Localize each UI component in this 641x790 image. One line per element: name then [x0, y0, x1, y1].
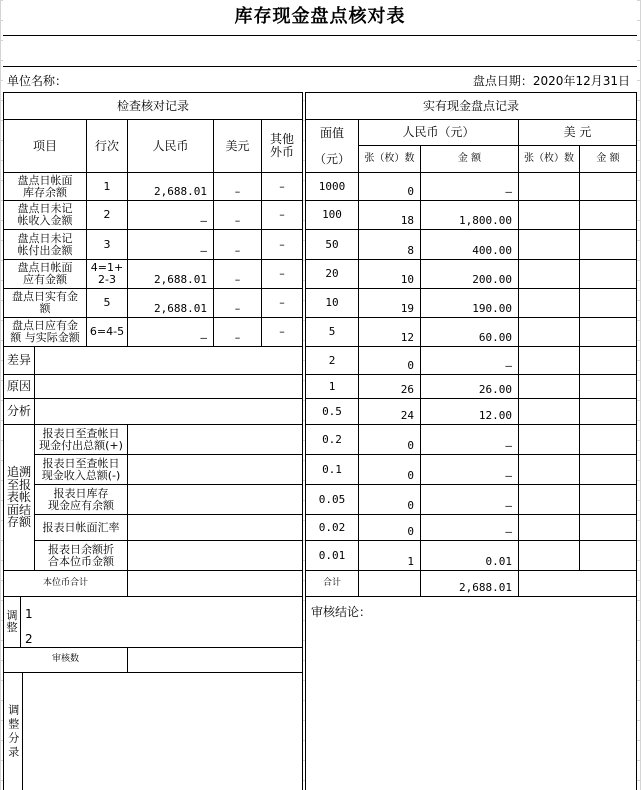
- trace-row-label-line: 现金收入总额(-): [41, 468, 121, 482]
- header-item: 项目: [3, 120, 87, 173]
- trace-row-label-line: 报表日帐面汇率: [42, 520, 120, 534]
- cash-count: 18: [359, 201, 421, 230]
- review-conclusion-area: [305, 597, 637, 790]
- check-row-other: –: [262, 260, 303, 289]
- header-other-line: 外币: [269, 145, 294, 159]
- trace-row-label-line: 报表日至查帐日: [42, 426, 120, 440]
- check-row-item: [3, 201, 87, 230]
- title-spacer: [3, 36, 637, 66]
- check-row-item-line: 盘点日应有金: [12, 319, 78, 333]
- cash-usd-count: [519, 375, 580, 399]
- trace-row-label-line: 报表日余额折: [48, 542, 114, 556]
- trace-label-line: 存额: [6, 515, 31, 530]
- total-amount: 2,688.01: [421, 571, 519, 597]
- cash-usd-count: [519, 541, 580, 571]
- cash-count: 19: [359, 289, 421, 318]
- check-row-number-line: 3: [103, 237, 111, 251]
- cash-denomination: 0.05: [305, 485, 359, 515]
- diff-label: 分析: [3, 399, 35, 425]
- cash-denomination: 0.1: [305, 455, 359, 485]
- check-row-item-line: 帐付出金额: [17, 243, 73, 257]
- check-row-usd: –: [214, 230, 262, 260]
- adjust-label-line: 整: [6, 621, 18, 634]
- check-row-item-line: 盘点日帐面: [17, 173, 73, 187]
- cash-amount: –: [421, 425, 519, 455]
- check-row-item-line: 帐收入金额: [17, 214, 73, 227]
- cash-denomination: 50: [305, 230, 359, 260]
- cash-usd-amount: [580, 515, 637, 541]
- header-usd: 美元: [214, 120, 262, 173]
- base-total-value: [128, 571, 303, 597]
- cash-amount: 26.00: [421, 375, 519, 399]
- trace-label-line: 表帐: [6, 490, 31, 505]
- cash-denomination: 0.02: [305, 515, 359, 541]
- check-row-item-line: 应有金额: [23, 273, 67, 286]
- cash-usd-count: [519, 260, 580, 289]
- cash-usd-count: [519, 399, 580, 425]
- cash-usd-amount: [580, 455, 637, 485]
- cash-denomination: 0.01: [305, 541, 359, 571]
- check-row-number: [87, 289, 128, 318]
- header-rmb-group: 人民币（元）: [359, 120, 519, 146]
- cash-count: 24: [359, 399, 421, 425]
- check-row-number: [87, 318, 128, 347]
- adjust-entry-label: 调整分录: [3, 673, 23, 790]
- cash-count: 0: [359, 425, 421, 455]
- adjust-row-1: 1: [21, 597, 303, 631]
- cash-usd-amount: [580, 173, 637, 201]
- header-usd-count: 张（枚）数: [519, 146, 580, 173]
- adjust-row-2: 2: [21, 631, 303, 648]
- check-row-other: –: [262, 201, 303, 230]
- header-denomination: 面值: [305, 120, 359, 146]
- cash-denomination: 100: [305, 201, 359, 230]
- adjust-entry-area: [23, 673, 303, 790]
- check-row-number-line: 2-3: [98, 273, 116, 286]
- header-count: 张（枚）数: [359, 146, 421, 173]
- cash-amount: –: [421, 455, 519, 485]
- trace-label-line: 追溯: [6, 465, 31, 480]
- cash-denomination: 5: [305, 318, 359, 347]
- trace-label-line: 至报: [6, 477, 31, 492]
- cash-usd-amount: [580, 375, 637, 399]
- trace-row-label: [35, 515, 128, 541]
- check-row-rmb: –: [128, 201, 214, 230]
- check-row-other: –: [262, 173, 303, 201]
- cash-usd-count: [519, 173, 580, 201]
- cash-amount: 400.00: [421, 230, 519, 260]
- adjust-label: [3, 597, 21, 648]
- trace-label-line: 面结: [6, 502, 31, 517]
- check-row-item: [3, 318, 87, 347]
- cash-usd-amount: [580, 347, 637, 375]
- diff-blank: [35, 375, 303, 399]
- check-row-number-line: 5: [103, 296, 111, 310]
- page-title: 库存现金盘点核对表: [3, 0, 637, 36]
- check-row-rmb: 2,688.01: [128, 260, 214, 289]
- cash-amount: –: [421, 515, 519, 541]
- cash-count: 8: [359, 230, 421, 260]
- cash-count: 1: [359, 541, 421, 571]
- total-count: [359, 571, 421, 597]
- cash-denomination: 10: [305, 289, 359, 318]
- cash-amount: –: [421, 485, 519, 515]
- cash-amount: 60.00: [421, 318, 519, 347]
- check-row-number: [87, 173, 128, 201]
- cash-usd-amount: [580, 260, 637, 289]
- cash-denomination: 2: [305, 347, 359, 375]
- cash-usd-amount: [580, 318, 637, 347]
- header-usd-group: 美 元: [519, 120, 637, 146]
- trace-row-label-line: 报表日库存: [53, 486, 109, 500]
- check-row-usd: –: [214, 173, 262, 201]
- cash-usd-count: [519, 289, 580, 318]
- review-count-label: 审核数: [3, 648, 128, 673]
- cash-usd-count: [519, 230, 580, 260]
- check-row-item: [3, 173, 87, 201]
- cash-denomination: 0.5: [305, 399, 359, 425]
- diff-blank: [35, 347, 303, 375]
- cash-count: 0: [359, 347, 421, 375]
- check-row-number: [87, 260, 128, 289]
- cash-denomination: 1000: [305, 173, 359, 201]
- trace-row-value: [128, 455, 303, 485]
- check-row-usd: –: [214, 260, 262, 289]
- check-row-item: [3, 260, 87, 289]
- right-section-title: 实有现金盘点记录: [305, 92, 637, 120]
- cash-denomination: 20: [305, 260, 359, 289]
- check-row-item-line: 盘点日未记: [17, 231, 73, 245]
- trace-row-label: [35, 485, 128, 515]
- trace-row-label-line: 报表日至查帐日: [42, 456, 120, 470]
- cash-count: 10: [359, 260, 421, 289]
- cash-usd-amount: [580, 485, 637, 515]
- diff-blank: [35, 399, 303, 425]
- cash-usd-count: [519, 455, 580, 485]
- trace-row-value: [128, 541, 303, 571]
- check-row-item-line: 盘点日实有金: [12, 290, 78, 304]
- cash-amount: 200.00: [421, 260, 519, 289]
- cash-usd-amount: [580, 230, 637, 260]
- check-row-number-line: 4=1+: [90, 261, 124, 275]
- trace-row-label: [35, 541, 128, 571]
- header-amount: 金 额: [421, 146, 519, 173]
- cash-usd-count: [519, 515, 580, 541]
- check-row-number-line: 1: [103, 179, 111, 193]
- cash-amount: 12.00: [421, 399, 519, 425]
- cash-amount: 0.01: [421, 541, 519, 571]
- check-row-number: [87, 230, 128, 260]
- cash-usd-amount: [580, 399, 637, 425]
- check-row-item-line: 盘点日未记: [17, 202, 73, 216]
- trace-row-label-line: 合本位币金额: [48, 554, 114, 568]
- total-usd: [519, 571, 637, 597]
- trace-row-value: [128, 425, 303, 455]
- trace-row-label: [35, 455, 128, 485]
- check-row-usd: –: [214, 318, 262, 347]
- header-usd-amount: 金 额: [580, 146, 637, 173]
- cash-count: 0: [359, 515, 421, 541]
- trace-row-label-line: 现金应有余额: [48, 498, 114, 512]
- check-row-item-line: 额: [39, 302, 51, 315]
- cash-usd-count: [519, 201, 580, 230]
- cash-usd-amount: [580, 289, 637, 318]
- cash-count: 0: [359, 485, 421, 515]
- check-row-rmb: 2,688.01: [128, 173, 214, 201]
- cash-count: 12: [359, 318, 421, 347]
- header-other-line: 其他: [269, 132, 294, 147]
- trace-row-value: [128, 515, 303, 541]
- diff-label: 原因: [3, 375, 35, 399]
- check-row-item: [3, 289, 87, 318]
- header-denomination-unit: （元）: [305, 146, 359, 173]
- check-row-rmb: 2,688.01: [128, 289, 214, 318]
- cash-usd-amount: [580, 541, 637, 571]
- check-row-other: –: [262, 318, 303, 347]
- cash-denomination: 1: [305, 375, 359, 399]
- check-row-item: [3, 230, 87, 260]
- review-count-value: [128, 648, 303, 673]
- cash-usd-count: [519, 485, 580, 515]
- review-conclusion-label: 审核结论：: [307, 603, 427, 621]
- left-section-title: 检查核对记录: [3, 92, 303, 120]
- cash-count: 26: [359, 375, 421, 399]
- cash-usd-amount: [580, 425, 637, 455]
- trace-row-value: [128, 485, 303, 515]
- check-row-item-line: 额 与实际金额: [10, 331, 80, 344]
- cash-count: 0: [359, 173, 421, 201]
- check-row-usd: –: [214, 289, 262, 318]
- unit-label: 单位名称：: [3, 72, 203, 90]
- header-other: [262, 120, 303, 173]
- cash-amount: –: [421, 173, 519, 201]
- base-total-label: 本位币合计: [3, 571, 128, 597]
- check-row-rmb: –: [128, 318, 214, 347]
- cash-usd-amount: [580, 201, 637, 230]
- cash-usd-count: [519, 425, 580, 455]
- diff-label: 差异: [3, 347, 35, 375]
- adjust-label-line: 调: [6, 609, 18, 623]
- header-row: 行次: [87, 120, 128, 173]
- check-row-number-line: 6=4-5: [89, 325, 125, 339]
- check-row-other: –: [262, 230, 303, 260]
- cash-count: 0: [359, 455, 421, 485]
- check-row-usd: –: [214, 201, 262, 230]
- trace-label: [3, 425, 35, 571]
- total-label: 合计: [305, 571, 359, 597]
- check-row-number-line: 2: [103, 208, 111, 222]
- cash-usd-count: [519, 347, 580, 375]
- check-row-other: –: [262, 289, 303, 318]
- cash-usd-count: [519, 318, 580, 347]
- cash-amount: 1,800.00: [421, 201, 519, 230]
- cash-amount: –: [421, 347, 519, 375]
- trace-row-label-line: 现金付出总额(+): [39, 438, 123, 452]
- check-row-rmb: –: [128, 230, 214, 260]
- cash-denomination: 0.2: [305, 425, 359, 455]
- check-row-number: [87, 201, 128, 230]
- check-row-item-line: 盘点日帐面: [17, 261, 73, 275]
- trace-row-label: [35, 425, 128, 455]
- check-row-item-line: 库存余额: [23, 185, 67, 199]
- header-rmb: 人民币: [128, 120, 214, 173]
- cash-amount: 190.00: [421, 289, 519, 318]
- count-date: 盘点日期：2020年12月31日: [450, 72, 636, 90]
